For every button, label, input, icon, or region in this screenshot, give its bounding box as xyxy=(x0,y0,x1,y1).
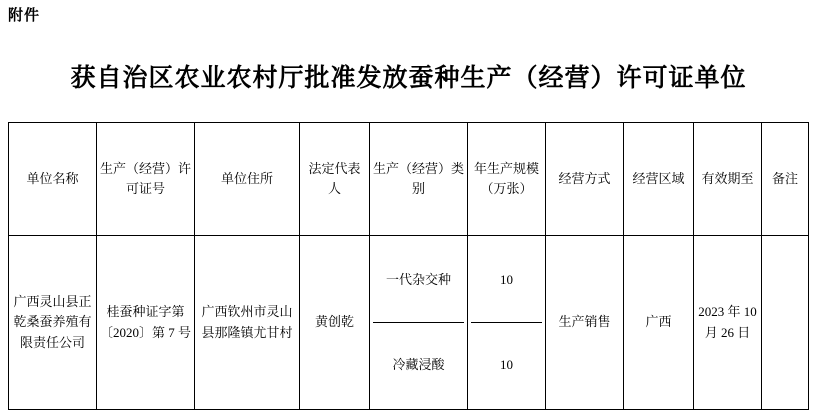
table-header-row xyxy=(9,123,809,236)
cell-scale-group xyxy=(468,236,546,410)
cell-address: 广西钦州市灵山县那隆镇尤甘村 xyxy=(195,236,300,410)
cell-business-mode: 生产销售 xyxy=(546,236,624,410)
scale-item: 10 xyxy=(500,356,513,372)
col-header-unit-name: 单位名称 xyxy=(9,123,97,236)
col-header-valid-until: 有效期至 xyxy=(694,123,762,236)
cell-category-group xyxy=(370,236,468,410)
col-header-business-area: 经营区域 xyxy=(624,123,694,236)
col-header-legal-person: 法定代表人 xyxy=(300,123,370,236)
cell-remark xyxy=(762,236,809,410)
attachment-label: 附件 xyxy=(8,8,41,24)
col-header-remark: 备注 xyxy=(762,123,809,236)
cell-business-area: 广西 xyxy=(624,236,694,410)
col-header-annual-scale: 年生产规模（万张） xyxy=(468,123,546,236)
page-title: 获自治区农业农村厅批准发放蚕种生产（经营）许可证单位 xyxy=(70,65,747,92)
cell-unit-name: 广西灵山县正乾桑蚕养殖有限责任公司 xyxy=(9,236,97,410)
col-header-license-no: 生产（经营）许可证号 xyxy=(97,123,195,236)
col-header-business-mode: 经营方式 xyxy=(546,123,624,236)
license-units-table xyxy=(8,122,809,410)
cell-license-no: 桂蚕种证字第〔2020〕第 7 号 xyxy=(97,236,195,410)
cell-valid-until: 2023 年 10 月 26 日 xyxy=(694,236,762,410)
scale-item: 10 xyxy=(471,238,542,323)
cell-legal-person: 黄创乾 xyxy=(300,236,370,410)
col-header-category: 生产（经营）类别 xyxy=(370,123,468,236)
table-row xyxy=(9,236,809,410)
col-header-address: 单位住所 xyxy=(195,123,300,236)
category-item: 冷藏浸酸 xyxy=(392,356,445,372)
category-item: 一代杂交种 xyxy=(373,238,464,323)
